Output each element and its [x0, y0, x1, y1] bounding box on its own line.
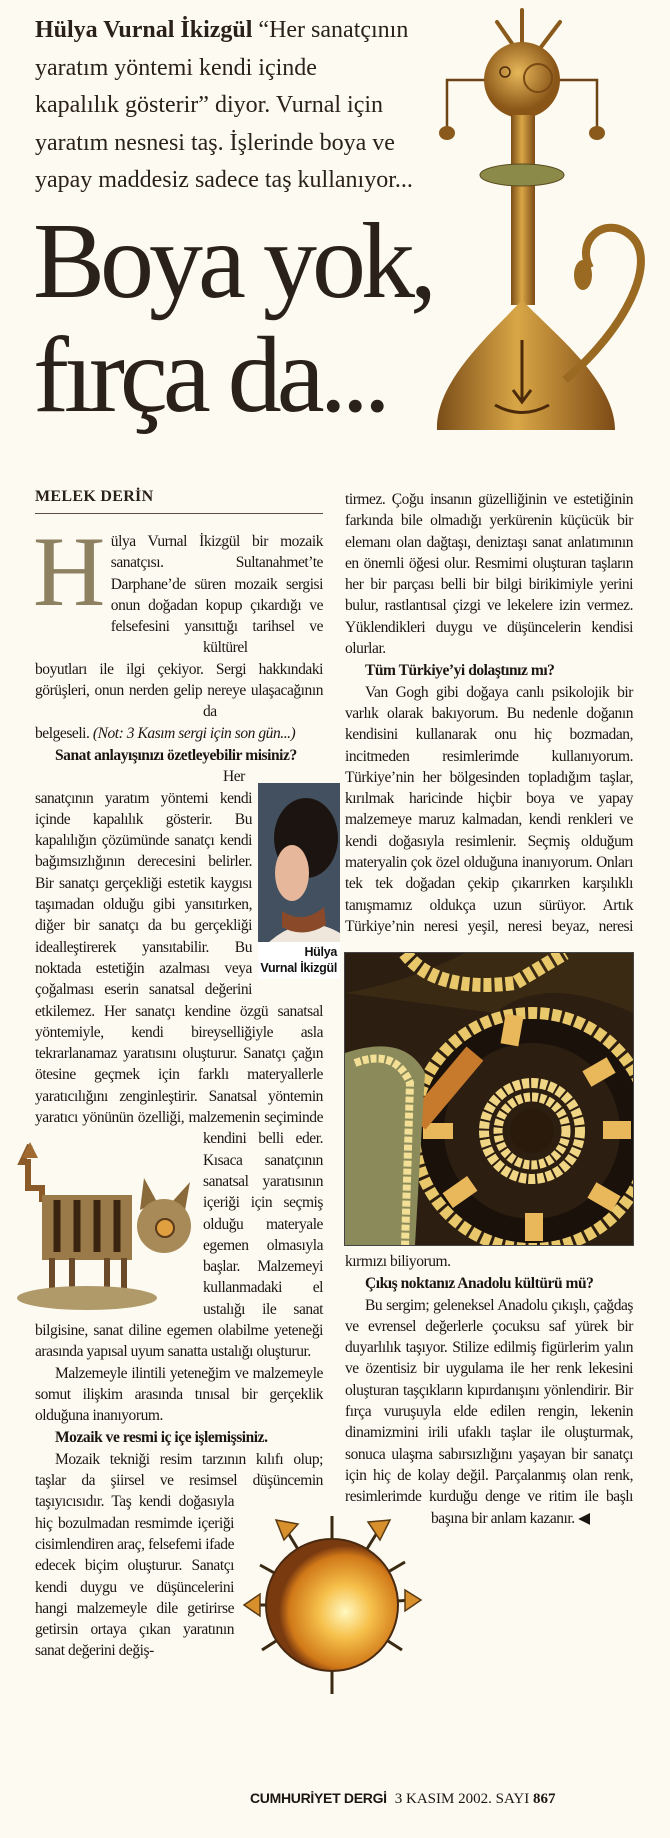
- intro-line: yaratım nesnesi taş. İşlerinde boya ve: [35, 129, 395, 156]
- sun-artwork-image: [240, 1510, 425, 1700]
- interview-question: Tüm Türkiye’yi dolaştınız mı?: [365, 662, 555, 680]
- answer-paragraph: Malzemeyle ilintili yeteneğim ve malzemeyle somut ilişkim arasında tınısal bir gerçeklik olduğuna inanıyorum.: [35, 1364, 323, 1425]
- portrait-caption: [258, 942, 340, 979]
- interview-question: Çıkış noktanız Anadolu kültürü mü?: [365, 1275, 594, 1293]
- answer-paragraph: Her sanatçının yaratım yöntemi kendi içinde kapalılık gösterir. Bu kapalılığın çözümünde sanatçı kendi bağımsızlığının derecesini belirler. Bir sanatçı gerçekliği estetik kaygısı taşımadan olduğu gibi yansıtırken, diğer bir sanatçı da bu gerçekliği idealleştirerek yansıtabilir. Bu noktada estetiğin azalması veya çoğalması eserin sanatsal değerini etkilemez. Her sanatçı kendine özgü sanatsal yöntemiyle, kendi bireyselliğiyle asla tekrarlanamaz yaratısını oluşturur. Sanatçı çağın ötesine geçmek için farklı materyallerle yaratıcılığını zenginleştirir. Sanatsal yöntemin yaratıcı yönünün özelliği, malzemenin seçiminde kendini belli eder. Kısaca sanatçının sanatsal yaratısının içeriği için seçmiş olduğu materyale egemen olmasıyla başlar. Malzemeyi kullanmadaki el ustalığı ile sanat bilgisine, sanat diline egemen olabilme yeteneği arasında yapısal uyum sanatta ustalığı oluşturur.: [35, 768, 323, 1361]
- headline-line-1: Boya yok,: [33, 202, 432, 321]
- caption-line: Vurnal İkizgül: [260, 961, 337, 975]
- cat-sculpture-image: [12, 1140, 197, 1310]
- intro-line: yaratım yöntemi kendi içinde: [35, 54, 317, 81]
- intro-line: yapay maddesiz sadece taş kullanıyor...: [35, 167, 413, 193]
- exhibition-note: (Not: 3 Kasım sergi için son gün...): [92, 724, 296, 742]
- publication-footer: [250, 1790, 555, 1808]
- answer-paragraph: [345, 1295, 633, 1529]
- lead-text: ülya Vurnal İkizgül bir mozaik sanatçısı. Sultanahmet’te Darphane’de süren mozaik sergisi onun doğadan kopup çıkardığı ve felsefesini yansıttığı tarihsel ve kültürel boyutları ile ilgi çekiyor. Sergi hakkındaki görüşleri, onun nerden gelip nereye ulaşacağının da belgeseli.: [35, 533, 323, 742]
- issue-date: 3 KASIM 2002. SAYI: [394, 1791, 533, 1807]
- interview-question: Mozaik ve resmi iç içe işlemişsiniz.: [55, 1429, 268, 1447]
- end-of-article-icon: ◀: [578, 1509, 590, 1527]
- headline-line-2: fırça da...: [33, 316, 386, 435]
- magazine-name: CUMHURİYET DERGİ: [250, 1790, 387, 1806]
- intro-line: kapalılık gösterir” diyor. Vurnal için: [35, 92, 384, 118]
- pitcher-sculpture-image: [425, 0, 670, 445]
- answer-paragraph: Van Gogh gibi doğaya canlı psikolojik bir varlık olarak bakıyorum. Bu nedenle doğanın kendisini kullanarak onu hiç bozmadan, incitmeden resimlerimde kullanıyorum. Türkiye’nin her bölgesinden topladığım taşlar, kırılmak haricinde hiçbir boya ve yapay malzemeye maruz kalmadan, kendi renkleri ve kendi doğasıyla resimlenir. Seçmiş olduğum materyalin çok özel olduğuna inanıyorum. Onları tek tek doğadan çekip çıkarırken karşılıklı tanışmamız oldukça uzun sürüyor. Artık Türkiye’nin neresi yeşil, neresi beyaz, neresi kırmızı biliyorum.: [345, 683, 633, 1270]
- issue-number: 867: [532, 1791, 556, 1807]
- intro-deck: [35, 12, 455, 200]
- artist-portrait-photo: [258, 783, 340, 979]
- closing-text: Bu sergim; geleneksel Anadolu çıkışlı, çağdaş ve evrensel değerlerle çocuksu saf yürek bir duyarlılık taşıyor. Stilize edilmiş figürlerim yalın ve özentisiz bir uygulama ile her renk lekesini oluşturan taşçıkların kıpırdanışını yönlendirir. Bir fırça vuruşuyla elde edilen rengin, lekenin dinamizmini irili ufaklı taşlar ile oluşturmak, sonuca ulaşma sabırsızlığını yaşayan bir sanatçı için hiç de kolay değil. Parçalanmış olan renk, resimlerimde kurduğu denge ve ritim ile başlı başına bir anlam kazanır.: [345, 1296, 633, 1527]
- answer-paragraph: Mozaik tekniği resim tarzının kılıfı olup; taşlar da şiirsel ve resimsel düşüncemin taşıyıcısıdır. Taş kendi doğasıyla hiç bozulmadan resmimde içeriği cisimlendiren araç, felsefemi ifade edecek biçim oluşturur. Sanatçı kendi duygu ve düşüncelerini hangi malzemeyle dile getirirse getirsin ortaya çıkan yaratının sanat değerini değiş-: [35, 1450, 323, 1660]
- answer-paragraph: tirmez. Çoğu insanın güzelliğinin ve estetiğinin farkında bile olmadığı yerkürenin küçücük bir elemanı olan dağtaşı, deniztaşı sanat anlatımının en önemli öğesi olur. Resmimi oluşturan taşların her bir parçası belli bir bilgi birikimiyle yerini bulur, rastlantısal çizgi ve lekelere izin vermez. Yüklendikleri duygu ve düşüncelerin kendisi olurlar.: [345, 491, 633, 658]
- author-byline: MELEK DERİN: [35, 488, 154, 505]
- headline: [33, 202, 432, 435]
- byline-rule: [35, 513, 323, 514]
- mosaic-artwork-image: [345, 953, 633, 1245]
- drop-cap: H: [33, 516, 105, 627]
- intro-artist-name: Hülya Vurnal İkizgül: [35, 17, 253, 43]
- intro-line: “Her sanatçının: [252, 17, 409, 43]
- interview-question: Sanat anlayışınızı özetleyebilir misiniz?: [55, 746, 297, 764]
- caption-line: Hülya: [304, 945, 337, 959]
